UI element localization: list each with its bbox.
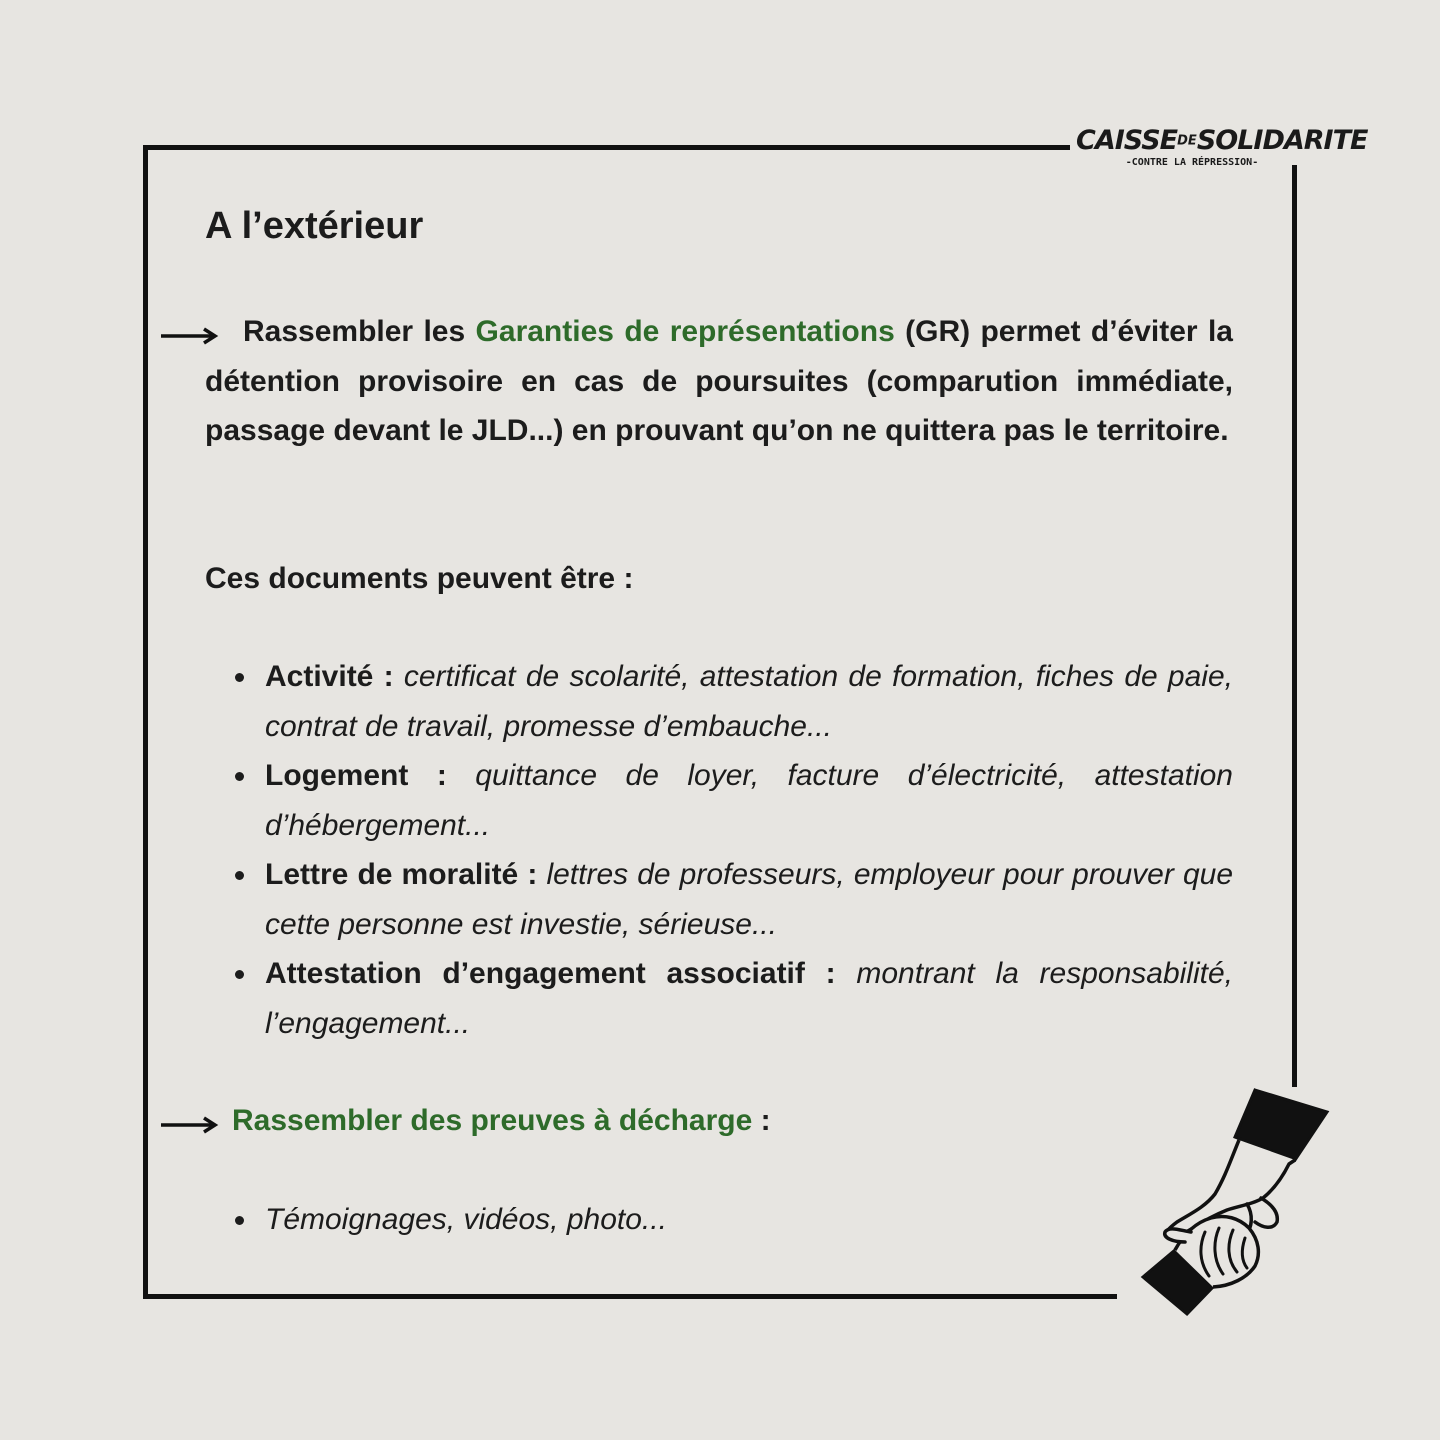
documents-intro: Ces documents peuvent être : xyxy=(205,562,634,595)
logo-subtitle: -CONTRE LA RÉPRESSION- xyxy=(1125,156,1259,168)
highlight-garanties: Garanties de représentations xyxy=(475,315,895,348)
list-item: Activité : certificat de scolarité, attestation de formation, fiches de paie, contrat de travail, promesse d’embauche... xyxy=(205,652,1233,751)
list-item: Logement : quittance de loyer, facture d’électricité, attestation d’hébergement... xyxy=(205,751,1233,850)
page-title: A l’extérieur xyxy=(205,205,424,247)
documents-list xyxy=(205,652,1233,1048)
handshake-icon xyxy=(1135,1082,1335,1317)
intro-paragraph: Rassembler les Garanties de représentations (GR) permet d’éviter la détention provisoire en cas de poursuites (comparution immédiate, passage devant le JLD...) en prouvant qu’on ne quittera pas le territoire. xyxy=(205,315,1233,447)
evidence-list xyxy=(205,1195,1233,1245)
frame-right-border xyxy=(1292,165,1297,1087)
logo xyxy=(1076,124,1368,168)
evidence-heading: Rassembler des preuves à décharge : xyxy=(232,1104,771,1137)
arrow-right-icon xyxy=(160,1115,220,1135)
frame-bottom-border xyxy=(143,1294,1117,1299)
list-item: Lettre de moralité : lettres de professeurs, employeur pour prouver que cette personne est investie, sérieuse... xyxy=(205,850,1233,949)
frame-left-border xyxy=(143,145,148,1299)
list-item: Témoignages, vidéos, photo... xyxy=(205,1195,1233,1245)
frame-top-border xyxy=(143,145,1070,150)
logo-title: CAISSEDESOLIDARITE xyxy=(1076,125,1368,156)
list-item: Attestation d’engagement associatif : montrant la responsabilité, l’engagement... xyxy=(205,949,1233,1048)
